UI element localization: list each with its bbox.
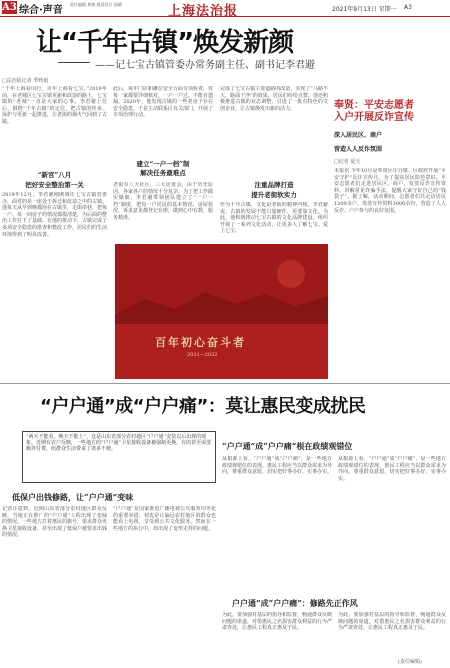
article-column-2: 此后，每年门店和摊位安全方面专项检查，对每一家都要详细核对，一户一户过，不能有遗漏。2020年，他发现古镇的一些老房子存在安全隐患，于是主动联系区有关部门，开展了专项治理行动。	[113, 86, 213, 119]
lower-column-3: 从根源上看，“户户通”成“户户痛”，是一些地方政绩观错位的表现。惠民工程应当以群众需求为导向，尊重群众意愿，切实把好事办好、实事办实。	[222, 456, 332, 476]
lower-subhead-3: 户户通”成“户户痛”：修路先正作风	[232, 598, 358, 608]
editor-credit: (责任编辑)	[398, 659, 422, 665]
sidebar-subtitle-1: 深入居民区、商户	[334, 132, 383, 139]
lower-column-1: 记者注意到，近期山东省部分农村地区群众反映，当地正在推广的“户户通”工程出现了变味的情况。一些地方打着惠民的旗号，要求群众更换卫星接收设备，甚至出现了低保户被要求出钱的情况。	[2, 506, 107, 539]
banner-title: 百年初心奋斗者	[155, 336, 246, 349]
editors-credit: 责任编辑 黄榕 视觉设计 邵晓	[70, 2, 122, 7]
quote-text: “两天不能看，晚天不能上”，这是山东省部分农村地区“户户通”安装以后出现的现象。近期有农户反映，一些地方的“户户通”卫星接收设备被强制更换，有的甚至需要额外付费，给群众生活带来了诸多不便。	[26, 434, 212, 453]
section-divider	[0, 383, 450, 384]
page-logo-mark: A3	[2, 2, 17, 13]
lower-subhead-2: “户户通”成“户户痛”根在政绩观错位	[222, 441, 353, 451]
dateline: 2021年9月13日 星期一	[332, 6, 397, 13]
sidebar-author: □记者 夏天	[334, 159, 361, 165]
lower-column-5: 为此，要加强对基层的指导和监督，畅通群众反映问题的渠道，对借惠民之名损害群众利益的行为严肃查处，让惠民工程真正惠及于民。	[222, 612, 332, 632]
article-column-3b: 作为千年古镇，文化是老街的精神内核。李君避说，古镇的发展不能只靠硬件，更要靠文化。为此，他积极推动七宝古镇的文化品牌建设，组织开展了一系列文化活动，让更多人了解七宝、爱上七宝。	[220, 202, 328, 235]
column-1-subhead-1: “新官”八月	[37, 171, 72, 179]
sidebar-title-2: 入户开展反诈宣传	[334, 112, 414, 123]
article-column-1: “千年上海看闵行，百年上海看七宝。”2019年前，在老城区七宝古镇更新和改造的路上，七宝镇的“老城”一直是大家的心事。李君避上任后，围绕“千年古镇”的定位，把古镇的传承、保护与更新一起推进，让老街的烟火气回到了古镇。	[2, 86, 107, 125]
page-number: A3	[404, 4, 412, 11]
article-column-3: 完成了七宝古镇主要道路的改造，实现了“马路不大，路面干净”的效果，居民们纷纷点赞。他还积极推进古镇的业态调整，引进了一批有特色的文创企业，让古镇焕发出新的活力。	[220, 86, 328, 112]
sidebar-title-1: 奉贤：平安志愿者	[334, 100, 414, 111]
top-story-subtitle: ——记七宝古镇管委办常务副主任、副书记李君避	[95, 60, 315, 71]
column-3-subhead-1: 注重品牌打造	[254, 181, 294, 189]
lower-story-title: “户户通”成“户户痛”：莫让惠民变成扰民	[40, 396, 366, 417]
article-column-1b: 2019年12月，李君避刚刚调任七宝古镇管委办，面对的是一座处于拆迁和改造之中的古镇。他每天从早到晚都泡在古镇里，走街串巷，把每一户、每一间房子的情况都摸清楚，为后面的整治工作打下了基础。在他的推动下，古镇完成了多项安全隐患的排查和整改工作，居民们的生活环境得到了明显改善。	[2, 192, 107, 238]
lower-column-6: 为此，要加强对基层的指导和监督，畅通群众反映问题的渠道，对借惠民之名损害群众利益的行为严肃查处，让惠民工程真正惠及于民。	[338, 612, 446, 632]
sidebar-body: 本报讯 今年10月是奉贤区庄行镇、区政府开展“平安守护”反诈宣传月。为了提高居民防范意识，平安志愿者们走进居民区、商户，发放反诈宣传资料，讲解常见诈骗手法，提醒大家守好自己的“钱袋子”。据了解，活动期间，志愿者们共走访居民1200余户，发放宣传资料3000余份，营造了人人反诈、户户参与的良好氛围。	[334, 168, 446, 214]
banner-ad	[115, 244, 328, 379]
subtitle-rule	[58, 62, 90, 63]
sidebar-subtitle-2: 营造人人反诈氛围	[334, 146, 383, 153]
column-3-subhead-2: 提升老街软实力	[251, 191, 297, 199]
lower-subhead-1: 低保户出钱修路，让“户户通”变味	[12, 492, 134, 502]
banner-subtitle: 2021—2022	[187, 352, 218, 358]
banner-decoration	[115, 244, 328, 379]
column-2-subhead: 建立“一户一档”制 解决任务最难点	[136, 160, 190, 177]
lower-column-2: “户户通”是国家推进广播电视公共服务均等化的重要举措，初衷是让偏远农村地区的群众也能看上电视，享受到公共文化服务。然而在一些地方的执行中，却出现了变形走样的问题。	[113, 506, 216, 532]
byline: □法治报记者 季秋雨	[2, 78, 49, 84]
column-1-subhead-2: 把好安全整治第一关	[25, 181, 84, 189]
article-column-2b: 老街有八大社区，三大居委会，由于历史原因，各家各户的情况十分复杂。为了把工作做实做细，李君避带领团队建立了“一户一档”制度，把每一户居民的基本情况、房屋状况、诉求意见都登记在册，做到心中有数，服务精准。	[113, 182, 213, 221]
paper-name: 上海法治报	[168, 4, 239, 19]
section-name: 综合·声音	[19, 5, 63, 16]
lower-column-4: 从根源上看，“户户通”成“户户痛”，是一些地方政绩观错位的表现。惠民工程应当以群众需求为导向，尊重群众意愿，切实把好事办好、实事办实。	[338, 456, 446, 482]
top-story-title: 让“千年古镇”焕发新颜	[36, 28, 294, 58]
